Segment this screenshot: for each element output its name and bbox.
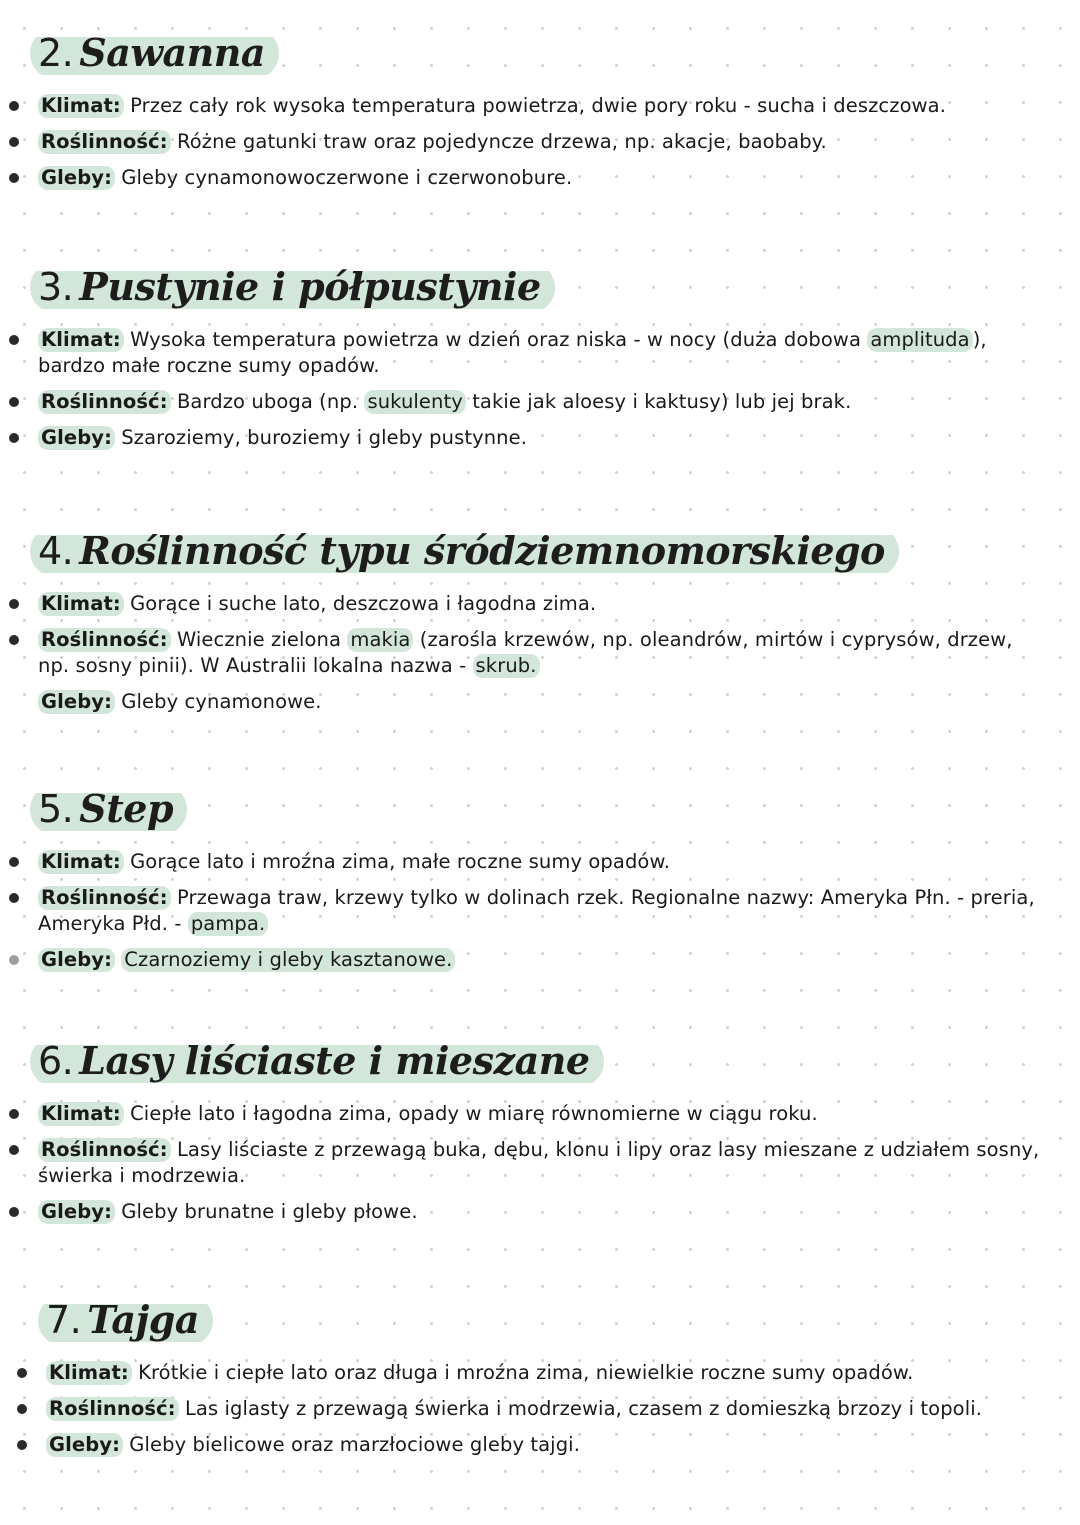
bullet-icon [9,137,19,147]
bullet-icon [9,101,19,111]
item-text: Szaroziemy, buroziemy i gleby pustynne. [121,426,528,449]
item-label: Roślinność: [38,130,171,154]
item-text: Bardzo uboga (np. [176,390,359,413]
list-item-roslinnosc [0,627,1080,679]
highlighted-term: makia [347,628,413,652]
section-number: 4. [38,529,74,573]
item-text: takie jak aloesy i kaktusy) lub jej brak. [472,390,852,413]
section-number: 5. [38,787,74,831]
list-item-klimat [0,1101,1080,1127]
bullet-icon [9,857,19,867]
item-text: Wiecznie zielona [176,628,342,651]
item-list [0,1101,1080,1225]
item-label: Gleby: [38,1200,115,1224]
bullet-icon [9,397,19,407]
list-item-gleby [0,1199,1080,1225]
item-text: Ciepłe lato i łagodna zima, opady w miarę równomierne w ciągu roku. [130,1102,818,1125]
bullet-icon [9,1207,19,1217]
list-item-gleby [8,1432,1080,1458]
item-text: Las iglasty z przewagą świerka i modrzewia, czasem z domieszką brzozy i topoli. [184,1397,983,1420]
bullet-icon [9,1109,19,1119]
section-step [0,784,1080,983]
item-text: Gleby cynamonowe. [121,690,322,713]
list-item-klimat [0,327,1080,379]
item-text: Wysoka temperatura powietrza w dzień oraz niska - w nocy (duża dobowa [130,328,861,351]
item-label: Klimat: [38,592,124,616]
section-heading [38,1295,213,1346]
bullet-icon [9,335,19,345]
list-item-roslinnosc [0,1137,1080,1189]
section-title: Tajga [87,1297,199,1342]
section-title: Step [79,786,174,831]
item-label: Klimat: [38,94,124,118]
section-title: Roślinność typu śródziemnomorskiego [79,528,885,573]
highlighted-term: amplituda [867,328,972,352]
item-list [0,591,1080,715]
item-list [0,93,1080,191]
list-item-gleby [0,165,1080,191]
bullet-icon [9,173,19,183]
section-title: Sawanna [79,30,266,75]
item-text: Gorące i suche lato, deszczowa i łagodna zima. [130,592,597,615]
section-number: 3. [38,265,74,309]
section-sawanna [0,28,1080,201]
section-heading [30,784,187,835]
section-heading [30,262,555,313]
list-item-klimat [0,591,1080,617]
bullet-icon [9,893,19,903]
section-tajga [0,1295,1080,1468]
section-number: 6. [38,1039,74,1083]
bullet-icon [9,599,19,609]
section-number: 7. [46,1298,82,1342]
item-text: Przewaga traw, krzewy tylko w dolinach rzek. Regionalne nazwy: Ameryka Płn. - preria, Ameryka Płd. - [38,886,1035,935]
section-heading [30,1036,604,1087]
item-label: Klimat: [38,1102,124,1126]
list-item-klimat [8,1360,1080,1386]
bullet-icon [17,1440,27,1450]
item-text: (zarośla krzewów, np. oleandrów, mirtów i cyprysów, drzew, np. sosny pinii). W Australii lokalna nazwa - [38,628,1013,677]
section-heading [30,526,899,577]
bullet-icon [17,1368,27,1378]
item-text: Gleby bielicowe oraz marzłociowe gleby tajgi. [129,1433,580,1456]
item-label: Klimat: [38,850,124,874]
list-item-gleby [0,689,1080,715]
item-label: Gleby: [46,1433,123,1457]
bullet-icon [9,1145,19,1155]
item-text: Różne gatunki traw oraz pojedyncze drzewa, np. akacje, baobaby. [176,130,827,153]
item-label: Gleby: [38,690,115,714]
list-item-klimat [0,93,1080,119]
item-text: ), bardzo małe roczne sumy opadów. [38,328,987,377]
list-item-gleby [0,425,1080,451]
section-title: Pustynie i półpustynie [79,264,541,309]
item-text: Przez cały rok wysoka temperatura powietrza, dwie pory roku - sucha i deszczowa. [130,94,947,117]
list-item-roslinnosc [8,1396,1080,1422]
item-label: Roślinność: [38,390,171,414]
item-text: Gleby brunatne i gleby płowe. [121,1200,418,1223]
item-label: Roślinność: [46,1397,179,1421]
section-title: Lasy liściaste i mieszane [79,1038,590,1083]
section-lasy [0,1036,1080,1235]
list-item-roslinnosc [0,129,1080,155]
section-srodziemnomorska [0,526,1080,725]
highlighted-term: pampa. [188,912,268,936]
item-label: Gleby: [38,948,115,972]
item-text: Gleby cynamonowoczerwone i czerwonobure. [121,166,573,189]
bullet-icon [9,433,19,443]
item-label: Gleby: [38,166,115,190]
section-pustynie [0,262,1080,461]
highlighted-term: sukulenty [364,390,465,414]
item-label: Gleby: [38,426,115,450]
item-text: Krótkie i ciepłe lato oraz długa i mroźna zima, niewielkie roczne sumy opadów. [138,1361,914,1384]
section-heading [30,28,279,79]
item-list [0,327,1080,451]
item-text: Gorące lato i mroźna zima, małe roczne sumy opadów. [130,850,671,873]
item-label: Klimat: [38,328,124,352]
item-text: Lasy liściaste z przewagą buka, dębu, klonu i lipy oraz lasy mieszane z udziałem sosny, świerka i modrzewia. [38,1138,1040,1187]
list-item-roslinnosc [0,389,1080,415]
list-item-gleby [0,947,1080,973]
item-label: Roślinność: [38,886,171,910]
item-label: Roślinność: [38,1138,171,1162]
bullet-icon [9,955,19,965]
bullet-icon [9,635,19,645]
bullet-icon [17,1404,27,1414]
item-label: Klimat: [46,1361,132,1385]
item-label: Roślinność: [38,628,171,652]
list-item-roslinnosc [0,885,1080,937]
item-list [0,1360,1080,1458]
list-item-klimat [0,849,1080,875]
highlighted-term: skrub. [473,654,540,678]
item-list [0,849,1080,973]
item-text: Czarnoziemy i gleby kasztanowe. [121,948,455,972]
section-number: 2. [38,31,74,75]
